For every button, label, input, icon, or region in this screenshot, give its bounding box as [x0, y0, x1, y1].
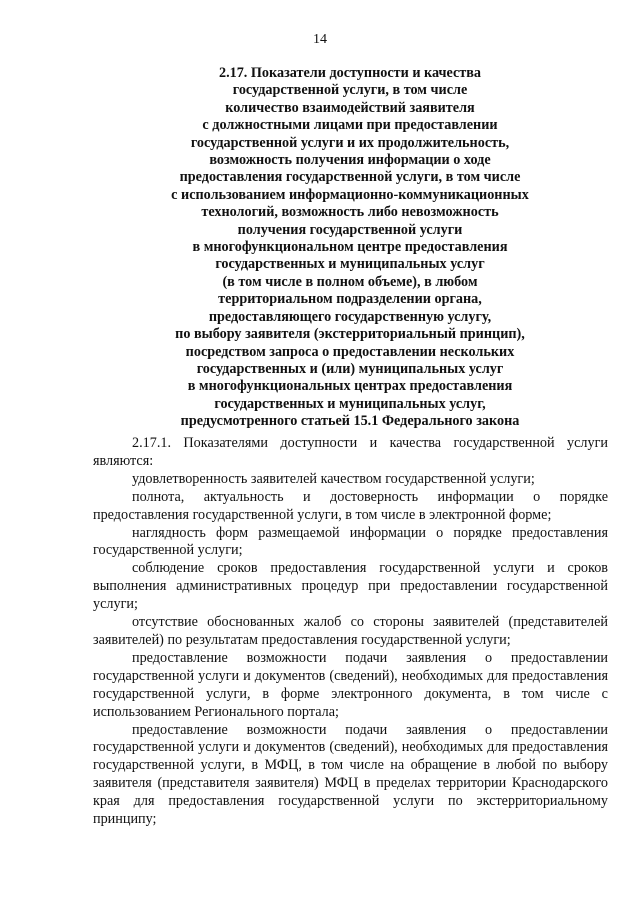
heading-line: государственных и муниципальных услуг,: [214, 395, 486, 412]
paragraph-deadlines: соблюдение сроков предоставления государственной услуги и сроков выполнения административных процедур при предоставлении государственной услуги;: [93, 560, 608, 613]
page-number: 14: [313, 32, 327, 47]
paragraph-2-17-1: 2.17.1. Показателями доступности и качества государственной услуги являются:: [93, 435, 608, 469]
heading-line: государственной услуги и их продолжительность,: [190, 134, 510, 151]
paragraph-information-completeness: полнота, актуальность и достоверность информации о порядке предоставления государственной услуги, в том числе в электронной форме;: [93, 488, 608, 523]
heading-line: предоставления государственной услуги, в том числе: [179, 169, 521, 186]
heading-line: количество взаимодействий заявителя: [225, 99, 475, 116]
heading-line: технологий, возможность либо невозможность: [201, 204, 499, 221]
paragraph-form-clarity: наглядность форм размещаемой информации о порядке предоставления государственной услуги;: [93, 524, 608, 559]
heading-line: с использованием информационно-коммуникационных: [171, 186, 529, 203]
heading-line: по выбору заявителя (экстерриториальный принцип),: [175, 326, 525, 343]
heading-line: в многофункциональных центрах предоставления: [187, 378, 513, 395]
heading-line: с должностными лицами при предоставлении: [202, 117, 498, 134]
paragraph-satisfaction: удовлетворенность заявителей качеством государственной услуги;: [132, 470, 535, 487]
heading-line: территориальном подразделении органа,: [218, 291, 482, 308]
heading-line: государственных и муниципальных услуг: [215, 256, 485, 273]
heading-line: (в том числе в полном объеме), в любом: [222, 273, 478, 290]
section-heading: [100, 65, 600, 431]
heading-line: 2.17. Показатели доступности и качества: [218, 65, 482, 81]
heading-line: государственной услуги, в том числе: [232, 82, 468, 99]
heading-line: посредством запроса о предоставлении нескольких: [185, 343, 515, 360]
heading-line: возможность получения информации о ходе: [209, 152, 491, 169]
heading-line: в многофункциональном центре предоставления: [192, 239, 508, 256]
paragraph-electronic-submission: предоставление возможности подачи заявления о предоставлении государственной услуги и документов (сведений), необходимых для предоставления государственной услуги, в форме электронного документа, в том числе с использованием Регионального портала;: [93, 649, 608, 720]
heading-line: получения государственной услуги: [237, 221, 463, 238]
heading-line: предусмотренного статьей 15.1 Федерального закона: [180, 413, 520, 430]
paragraph-mfc-submission: предоставление возможности подачи заявления о предоставлении государственной услуги и документов (сведений), необходимых для предоставления государственной услуги, в МФЦ, в том числе на обращение в любой по выбору заявителя (представителя заявителя) МФЦ в пределах территории Краснодарского края для предоставления государственной услуги по экстерриториальному принципу;: [93, 721, 608, 828]
paragraph-no-complaints: отсутствие обоснованных жалоб со стороны заявителей (представителей заявителей) по результатам предоставления государственной услуги;: [93, 614, 608, 648]
heading-line: государственных и (или) муниципальных услуг: [196, 360, 504, 377]
heading-line: предоставляющего государственную услугу,: [208, 308, 492, 325]
body-text: [93, 435, 608, 829]
